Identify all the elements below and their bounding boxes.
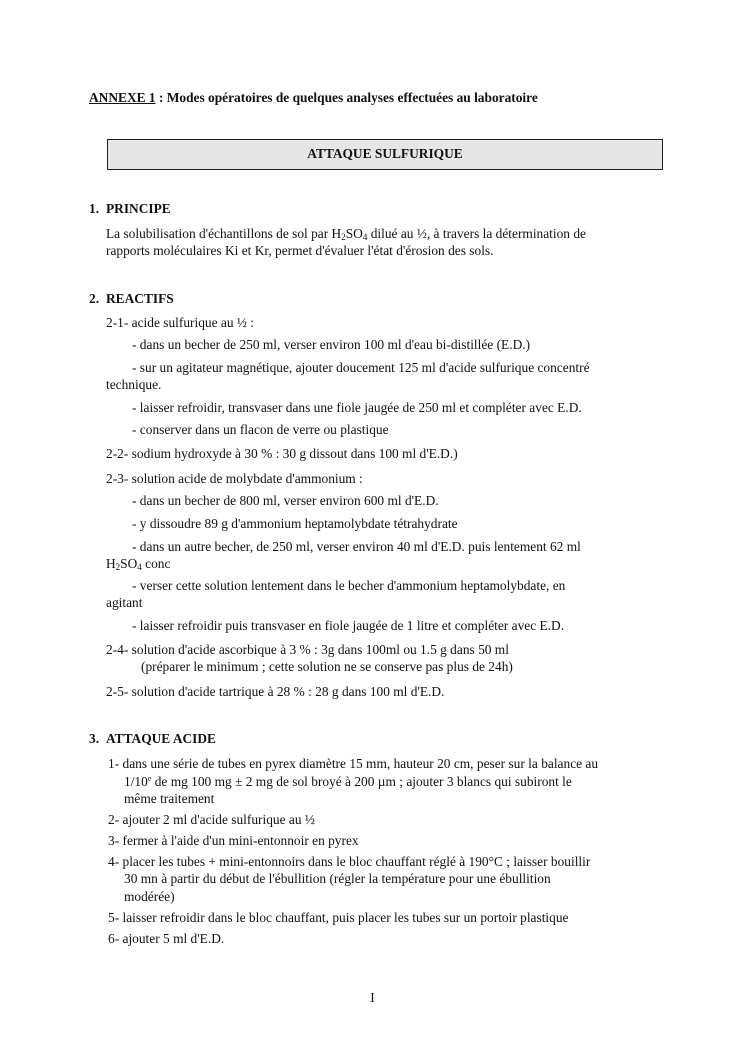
section-1-number: 1. (89, 201, 100, 216)
section-2-number: 2. (89, 291, 100, 306)
reagent-2-4: 2-4- solution d'acide ascorbique à 3 % : 3g dans 100ml ou 1.5 g dans 50 ml (106, 642, 509, 657)
subscript: 2 (115, 562, 121, 572)
reagent-2-3-step-b: - y dissoudre 89 g d'ammonium heptamolybdate tétrahydrate (132, 516, 458, 531)
annex-title: : Modes opératoires de quelques analyses effectuées au laboratoire (155, 90, 538, 105)
reagent-2-1-step-d: - conserver dans un flacon de verre ou plastique (132, 422, 389, 437)
annex-heading (89, 89, 538, 107)
section-3-number: 3. (89, 731, 100, 746)
text-run: de mg 100 mg ± 2 mg de sol broyé à 200 µm ; ajouter 3 blancs qui subiront le (151, 774, 572, 789)
reagent-2-4-note: (préparer le minimum ; cette solution ne se conserve pas plus de 24h) (141, 659, 513, 674)
reagent-2-1-step-b-cont: technique. (106, 377, 162, 392)
section-title-box: ATTAQUE SULFURIQUE (107, 139, 663, 170)
subscript: 4 (362, 232, 368, 242)
principle-line-2: rapports moléculaires Ki et Kr, permet d'évaluer l'état d'érosion des sols. (106, 243, 494, 258)
reagent-2-3: 2-3- solution acide de molybdate d'ammonium : (106, 471, 363, 486)
subscript: 2 (341, 232, 346, 242)
step-1-cont-2: même traitement (124, 791, 215, 806)
text-run: La solubilisation d'échantillons de sol par H (106, 226, 342, 241)
reagent-2-3-step-c-cont (106, 555, 170, 573)
page-number: I (370, 990, 375, 1005)
step-5: 5- laisser refroidir dans le bloc chauffant, puis placer les tubes sur un portoir plastique (108, 910, 569, 925)
reagent-2-1-step-b: - sur un agitateur magnétique, ajouter doucement 125 ml d'acide sulfurique concentré (132, 360, 590, 375)
step-3: 3- fermer à l'aide d'un mini-entonnoir en pyrex (108, 833, 359, 848)
reagent-2-5: 2-5- solution d'acide tartrique à 28 % : 28 g dans 100 ml d'E.D. (106, 684, 445, 699)
reagent-2-1-step-a: - dans un becher de 250 ml, verser environ 100 ml d'eau bi-distillée (E.D.) (132, 337, 531, 352)
reagent-2-3-step-e: - laisser refroidir puis transvaser en fiole jaugée de 1 litre et compléter avec E.D. (132, 618, 565, 633)
reagent-2-2: 2-2- sodium hydroxyde à 30 % : 30 g dissout dans 100 ml d'E.D.) (106, 446, 458, 461)
text-run: H (106, 556, 116, 571)
step-6: 6- ajouter 5 ml d'E.D. (108, 931, 225, 946)
superscript: e (147, 774, 152, 783)
subscript: 4 (137, 562, 142, 572)
principle-line-1 (106, 225, 586, 243)
annex-label: ANNEXE 1 (89, 90, 156, 105)
reagent-2-3-step-a: - dans un becher de 800 ml, verser environ 600 ml d'E.D. (132, 493, 439, 508)
reagent-2-1: 2-1- acide sulfurique au ½ : (106, 315, 254, 330)
section-2-title: REACTIFS (106, 291, 174, 306)
step-4: 4- placer les tubes + mini-entonnoirs dans le bloc chauffant réglé à 190°C ; laisser bouillir (108, 854, 591, 869)
section-3-title: ATTAQUE ACIDE (106, 731, 216, 746)
text-run: dilué au ½, à travers la détermination de (367, 226, 586, 241)
step-2: 2- ajouter 2 ml d'acide sulfurique au ½ (108, 812, 315, 827)
text-run: SO (345, 226, 363, 241)
text-run: conc (141, 556, 171, 571)
text-run: SO (120, 556, 138, 571)
text-run: 1/10 (124, 774, 148, 789)
reagent-2-1-step-c: - laisser refroidir, transvaser dans une fiole jaugée de 250 ml et compléter avec E.D. (132, 400, 582, 415)
step-4-cont-2: modérée) (124, 889, 175, 904)
section-1-title: PRINCIPE (106, 201, 171, 216)
step-1: 1- dans une série de tubes en pyrex diamètre 15 mm, hauteur 20 cm, peser sur la balance au (108, 756, 599, 771)
step-1-cont (124, 773, 572, 791)
reagent-2-3-step-c: - dans un autre becher, de 250 ml, verser environ 40 ml d'E.D. puis lentement 62 ml (132, 539, 581, 554)
step-4-cont: 30 mn à partir du début de l'ébullition (régler la température pour une ébullition (124, 871, 551, 886)
reagent-2-3-step-d: - verser cette solution lentement dans le becher d'ammonium heptamolybdate, en (132, 578, 566, 593)
reagent-2-3-step-d-cont: agitant (106, 595, 143, 610)
